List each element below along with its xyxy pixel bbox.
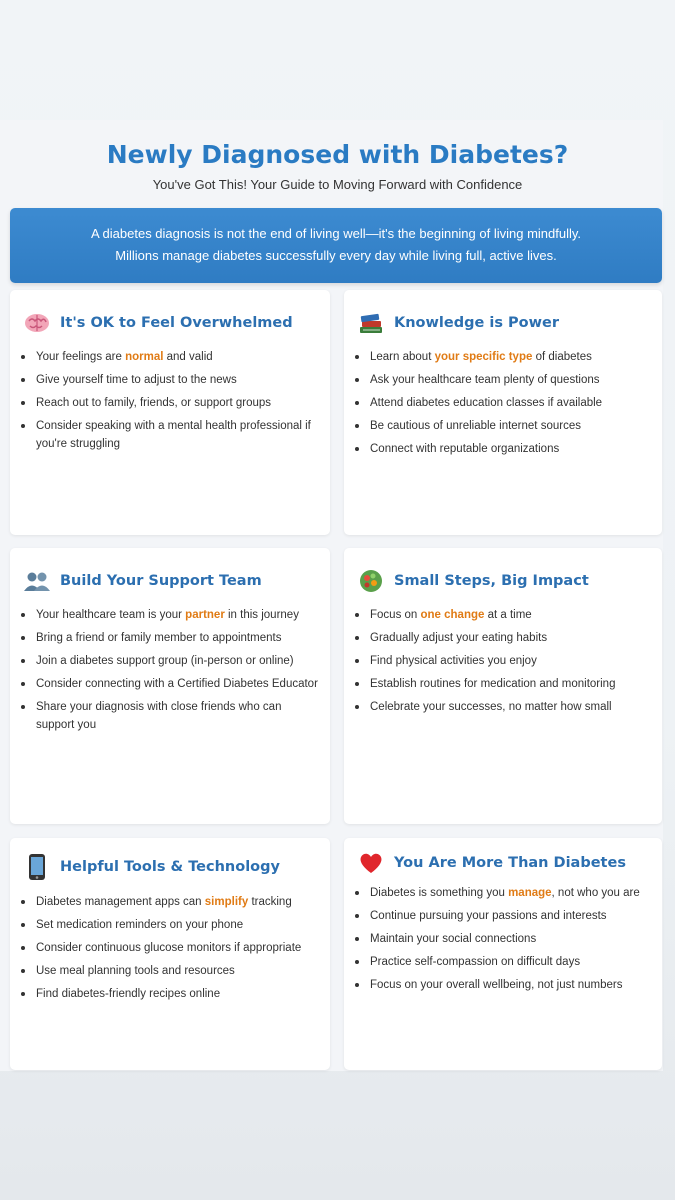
item-text: of diabetes — [532, 351, 592, 363]
list-item — [370, 907, 650, 925]
card-support-team — [10, 548, 330, 824]
item-text: Diabetes management apps can — [36, 896, 205, 908]
card-knowledge — [344, 290, 662, 535]
card-list — [370, 606, 650, 721]
list-item — [36, 348, 318, 366]
highlight-text: simplify — [204, 896, 249, 908]
list-item — [370, 629, 650, 647]
list-item — [36, 985, 318, 1003]
highlight-text: your specific type — [434, 351, 533, 363]
item-text: Your healthcare team is your — [36, 609, 186, 621]
item-text: Give yourself time to adjust to the news — [36, 374, 237, 386]
list-item — [370, 606, 650, 624]
item-text: Diabetes is something you — [370, 887, 509, 899]
card-overwhelmed — [10, 290, 330, 535]
item-text: Celebrate your successes, no matter how small — [370, 701, 612, 713]
card-list — [36, 893, 318, 1008]
card-list — [36, 606, 318, 739]
highlight-text: manage — [508, 887, 552, 899]
banner-line-1: A diabetes diagnosis is not the end of living well—it's the beginning of living mindfully. — [90, 226, 582, 241]
brain-icon — [22, 308, 52, 338]
item-text: Focus on your overall wellbeing, not just numbers — [370, 979, 623, 991]
item-text: Use meal planning tools and resources — [36, 965, 235, 977]
card-title: You Are More Than Diabetes — [394, 855, 626, 871]
list-item — [370, 930, 650, 948]
list-item — [370, 698, 650, 716]
item-text: Join a diabetes support group (in-person or online) — [36, 655, 294, 667]
list-item — [36, 371, 318, 389]
list-item — [36, 629, 318, 647]
item-text: Learn about — [370, 351, 435, 363]
intro-banner — [10, 208, 662, 283]
card-title: Build Your Support Team — [60, 573, 262, 589]
item-text: at a time — [484, 609, 532, 621]
card-list — [370, 348, 650, 463]
highlight-text: partner — [185, 609, 225, 621]
card-title: Small Steps, Big Impact — [394, 573, 589, 589]
card-title: Helpful Tools & Technology — [60, 859, 280, 875]
item-text: Practice self-compassion on difficult days — [370, 956, 581, 968]
list-item — [36, 893, 318, 911]
item-text: in this journey — [224, 609, 299, 621]
card-more-than — [344, 838, 662, 1070]
list-item — [36, 916, 318, 934]
item-text: Continue pursuing your passions and interests — [370, 910, 607, 922]
list-item — [370, 440, 650, 458]
list-item — [370, 348, 650, 366]
list-item — [36, 962, 318, 980]
item-text: Attend diabetes education classes if available — [370, 397, 603, 409]
card-list — [370, 884, 650, 999]
item-text: Bring a friend or family member to appointments — [36, 632, 282, 644]
card-list — [36, 348, 318, 458]
item-text: Consider continuous glucose monitors if appropriate — [36, 942, 302, 954]
card-small-steps — [344, 548, 662, 824]
item-text: and valid — [163, 351, 213, 363]
highlight-text: one change — [420, 609, 485, 621]
list-item — [36, 606, 318, 624]
item-text: Reach out to family, friends, or support groups — [36, 397, 272, 409]
item-text: tracking — [248, 896, 292, 908]
books-icon — [356, 308, 386, 338]
people-icon — [22, 566, 52, 596]
list-item — [370, 675, 650, 693]
item-text: Gradually adjust your eating habits — [370, 632, 548, 644]
list-item — [370, 976, 650, 994]
list-item — [36, 675, 318, 693]
list-item — [36, 698, 318, 734]
list-item — [370, 652, 650, 670]
page-title: Newly Diagnosed with Diabetes? — [106, 140, 569, 169]
item-text: Maintain your social connections — [370, 933, 537, 945]
list-item — [36, 417, 318, 453]
item-text: Connect with reputable organizations — [370, 443, 560, 455]
list-item — [370, 394, 650, 412]
item-text: Your feelings are — [36, 351, 126, 363]
item-text: Set medication reminders on your phone — [36, 919, 244, 931]
card-tools — [10, 838, 330, 1070]
card-title: It's OK to Feel Overwhelmed — [60, 315, 293, 331]
item-text: Be cautious of unreliable internet sources — [370, 420, 581, 432]
list-item — [36, 394, 318, 412]
salad-icon — [356, 566, 386, 596]
item-text: Share your diagnosis with close friends who can support you — [36, 701, 282, 731]
item-text: , not who you are — [551, 887, 640, 899]
item-text: Consider connecting with a Certified Diabetes Educator — [36, 678, 318, 690]
phone-icon — [22, 852, 52, 882]
item-text: Establish routines for medication and monitoring — [370, 678, 616, 690]
list-item — [36, 939, 318, 957]
card-title: Knowledge is Power — [394, 315, 559, 331]
item-text: Focus on — [370, 609, 421, 621]
list-item — [370, 884, 650, 902]
item-text: Consider speaking with a mental health professional if you're struggling — [36, 420, 311, 450]
item-text: Find diabetes-friendly recipes online — [36, 988, 221, 1000]
list-item — [370, 371, 650, 389]
page-subtitle: You've Got This! Your Guide to Moving Forward with Confidence — [152, 177, 523, 192]
list-item — [370, 953, 650, 971]
list-item — [370, 417, 650, 435]
list-item — [36, 652, 318, 670]
banner-line-2: Millions manage diabetes successfully every day while living full, active lives. — [115, 248, 557, 263]
heart-icon — [356, 848, 386, 878]
item-text: Ask your healthcare team plenty of questions — [370, 374, 600, 386]
highlight-text: normal — [125, 351, 164, 363]
item-text: Find physical activities you enjoy — [370, 655, 537, 667]
